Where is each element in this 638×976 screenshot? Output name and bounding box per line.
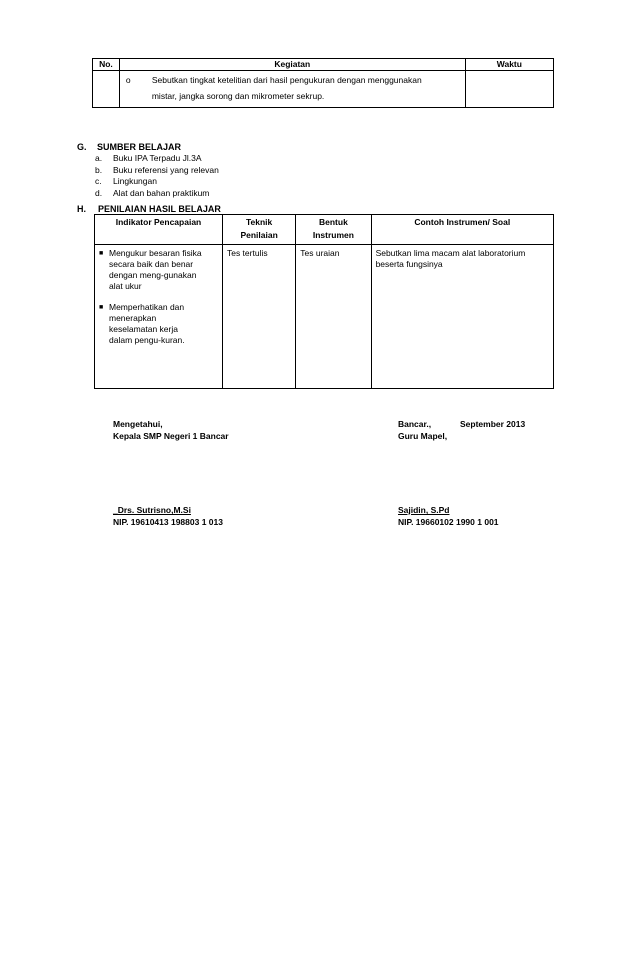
cell-contoh: Sebutkan lima macam alat laboratorium beserta fungsinya	[371, 245, 553, 389]
sig-left-nip: NIP. 19610413 198803 1 013	[113, 517, 223, 527]
activity-table-header	[93, 59, 554, 71]
section-h-letter: H.	[77, 204, 86, 214]
section-g-list	[95, 153, 219, 199]
square-bullet-icon: ■	[99, 304, 104, 311]
signature-right-name-block	[398, 504, 499, 528]
sig-left-name: _Drs. Sutrisno,M.Si	[113, 505, 191, 515]
list-item: c. Lingkungan	[95, 176, 157, 186]
circle-bullet-icon: o	[125, 75, 131, 85]
table-row	[93, 71, 554, 108]
col-header-no: No.	[93, 59, 120, 71]
sig-right-nip: NIP. 19660102 1990 1 001	[398, 517, 499, 527]
section-g-letter: G.	[77, 142, 87, 152]
list-item: b. Buku referensi yang relevan	[95, 164, 219, 175]
assessment-table-header	[95, 215, 554, 245]
col-header-bentuk: Bentuk Instrumen	[296, 215, 371, 245]
square-bullet-icon: ■	[99, 250, 104, 257]
table-row	[95, 245, 554, 389]
signature-right	[398, 418, 548, 442]
kegiatan-line: Sebutkan tingkat ketelitian dari hasil pengukuran dengan menggunakan	[151, 75, 422, 85]
cell-teknik: Tes tertulis	[222, 245, 295, 389]
section-h-title: PENILAIAN HASIL BELAJAR	[98, 204, 221, 214]
col-header-indikator: Indikator Pencapaian	[95, 215, 223, 245]
signature-left-name-block	[113, 504, 223, 528]
assessment-table	[94, 214, 554, 389]
activity-table	[92, 58, 554, 108]
signature-left	[113, 418, 229, 442]
cell-bentuk: Tes uraian	[296, 245, 371, 389]
list-item: ■ Memperhatikan dan menerapkan keselamatan kerja dalam pengu-kuran.	[99, 302, 185, 345]
kegiatan-line: mistar, jangka sorong dan mikrometer sekrup.	[151, 91, 325, 101]
sig-right-date: September 2013	[460, 419, 526, 429]
list-item: a. Buku IPA Terpadu Jl.3A	[95, 153, 202, 163]
col-header-teknik: Teknik Penilaian	[222, 215, 295, 245]
sig-right-line2: Guru Mapel,	[398, 431, 448, 441]
section-g-title: SUMBER BELAJAR	[97, 142, 182, 152]
list-item: d. Alat dan bahan praktikum	[95, 187, 210, 198]
cell-no	[93, 71, 120, 108]
sig-left-line2: Kepala SMP Negeri 1 Bancar	[113, 431, 229, 441]
sig-left-line1: Mengetahui,	[113, 419, 163, 429]
cell-indikator	[95, 245, 223, 389]
list-item: ■ Mengukur besaran fisika secara baik dan benar dengan meng-gunakan alat ukur	[99, 248, 202, 291]
sig-right-name: Sajidin, S.Pd	[398, 505, 450, 515]
cell-kegiatan	[119, 71, 465, 108]
sig-right-place: Bancar.,	[398, 419, 432, 429]
col-header-kegiatan: Kegiatan	[119, 59, 465, 71]
col-header-contoh: Contoh Instrumen/ Soal	[371, 215, 553, 245]
col-header-waktu: Waktu	[465, 59, 553, 71]
cell-waktu	[465, 71, 553, 108]
